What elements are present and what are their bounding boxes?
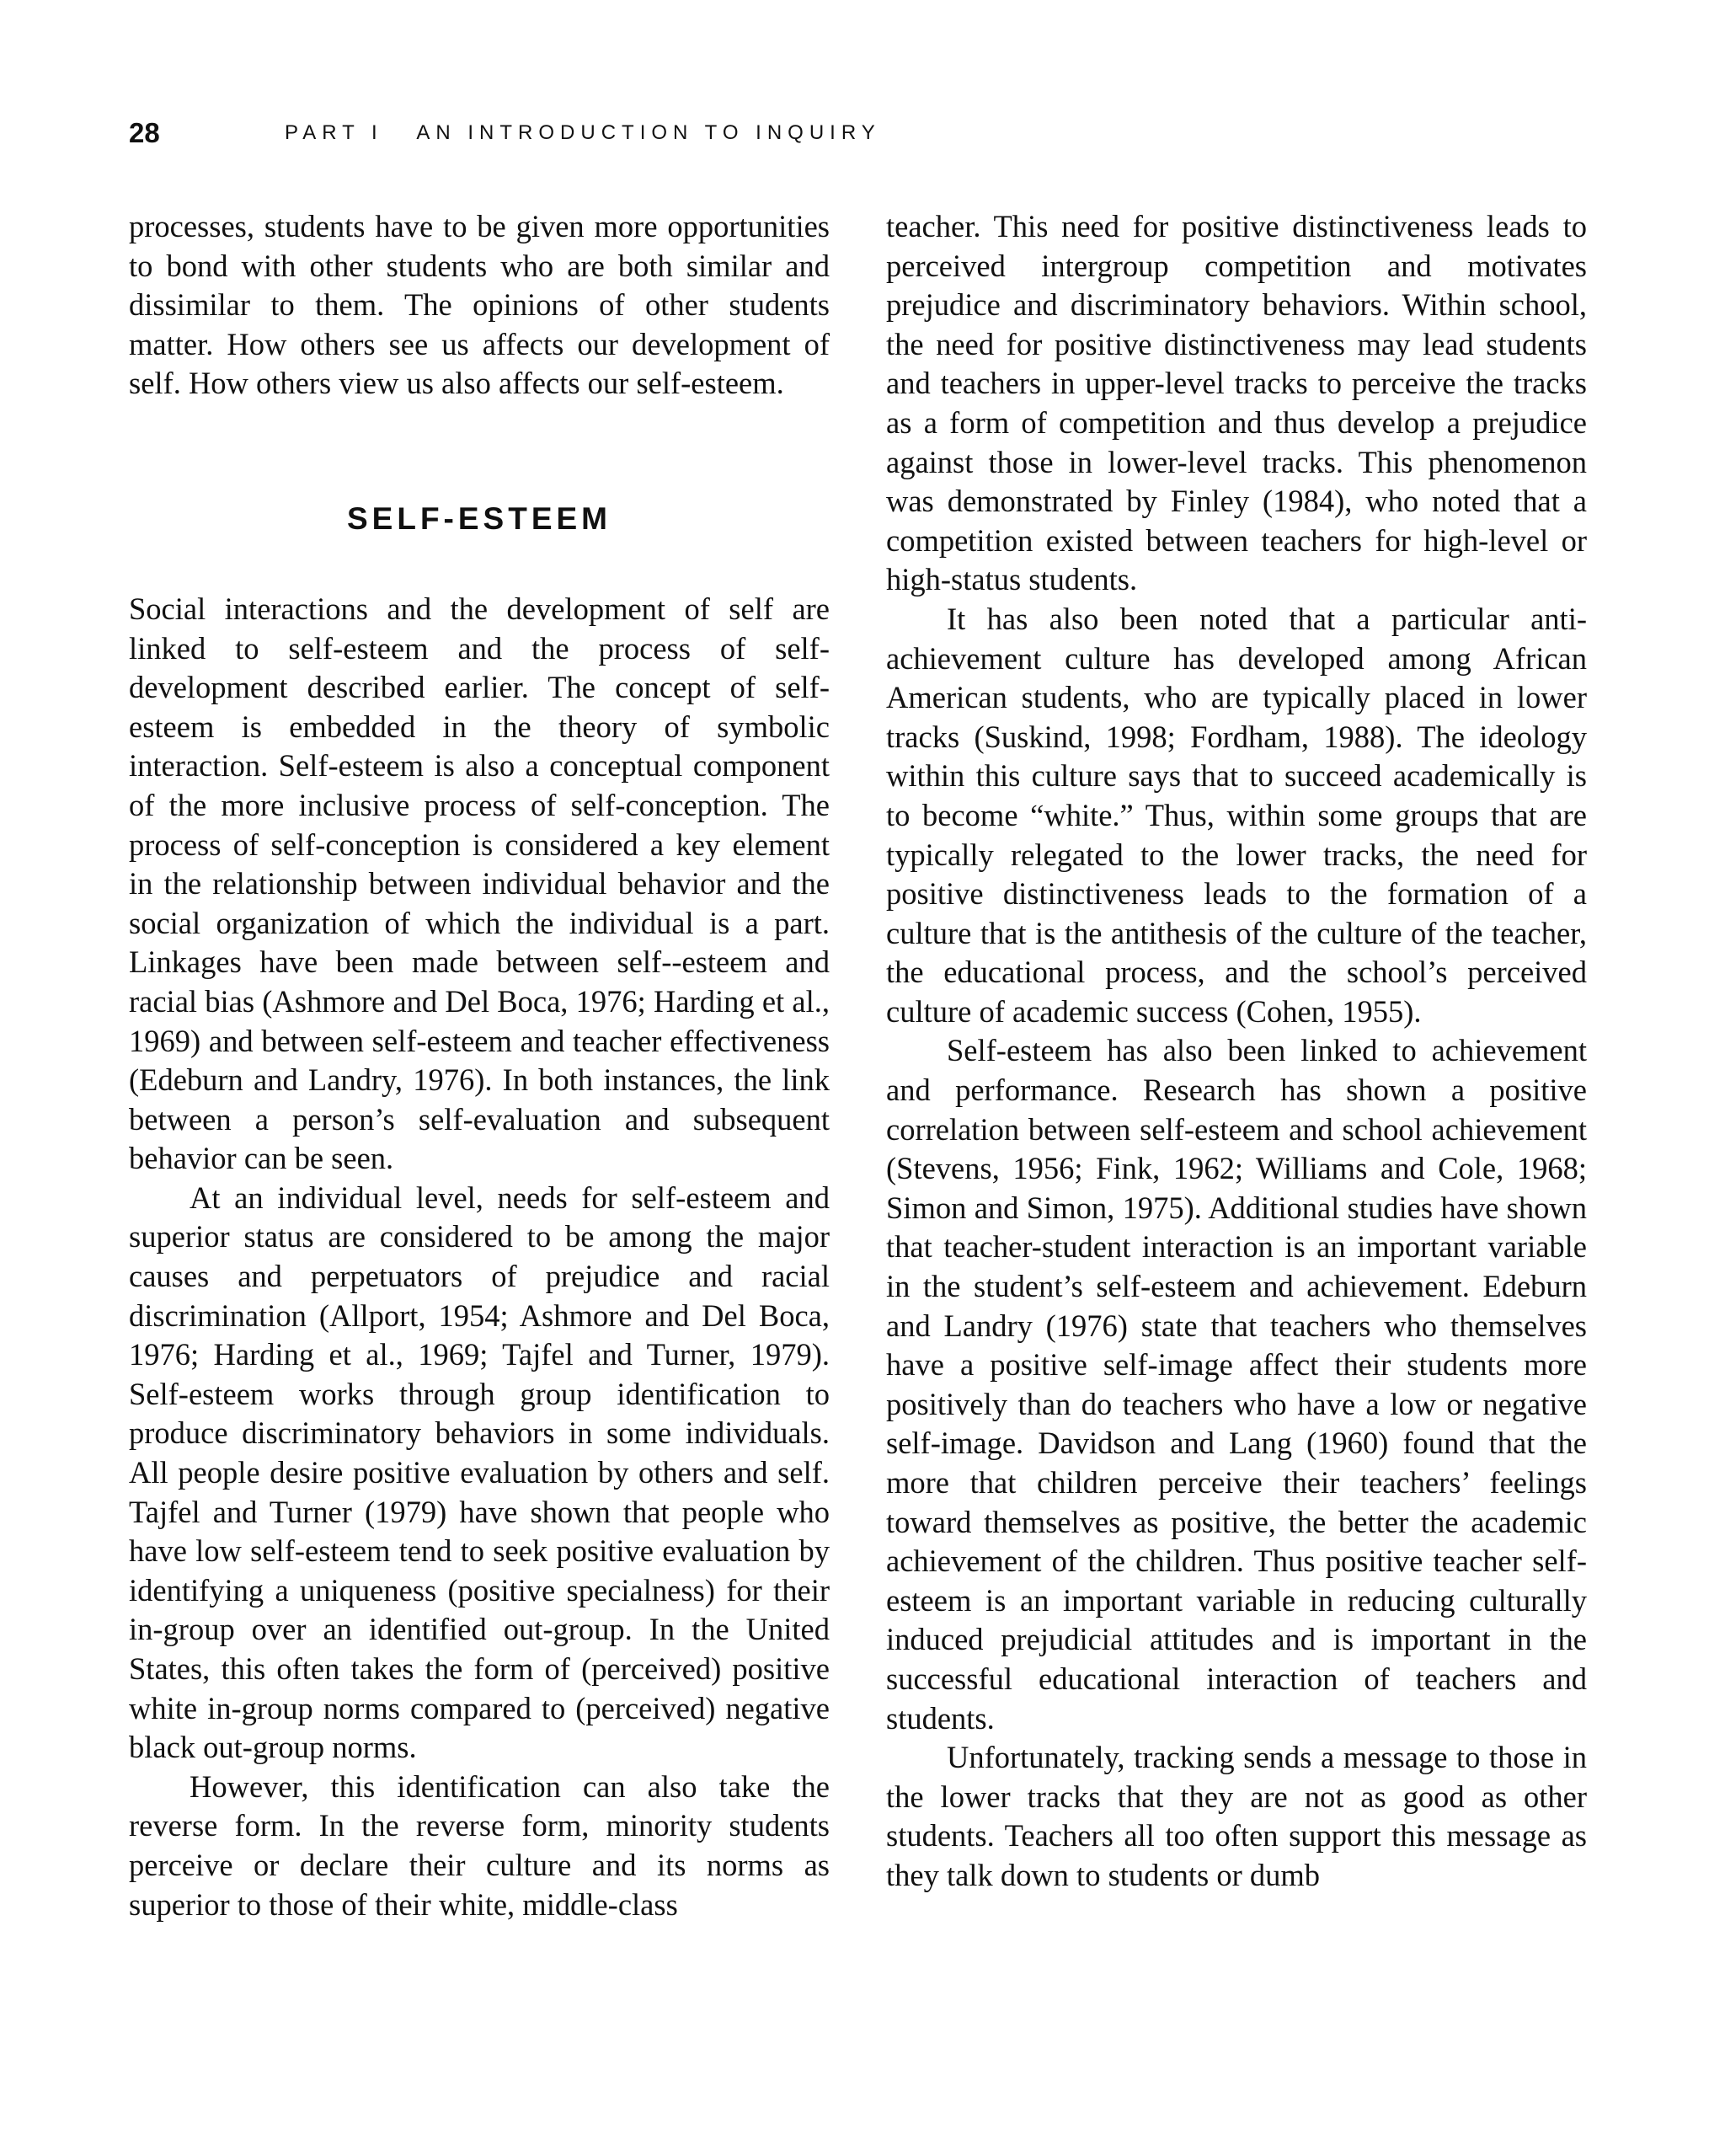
running-head <box>129 115 1596 157</box>
right-column <box>886 207 1587 1896</box>
body-paragraph: At an individual level, needs for self-esteem and superior status are considered to be among the major causes and perpetuators of prejudice and racial discrimination (Allport, 1954; Ashmore and Del Boca, 1976; Harding et al., 1969; Tajfel and Turner, 1979). Self-esteem works through group identification to produce discriminatory behaviors in some individuals. All people desire positive evaluation by others and self. Tajfel and Turner (1979) have shown that people who have low self-esteem tend to seek positive evaluation by identifying a uniqueness (positive specialness) for their in-group over an identified out-group. In the United States, this often takes the form of (perceived) positive white in-group norms compared to (perceived) negative black out-group norms. <box>129 1180 830 1765</box>
body-paragraph: teacher. This need for positive distinctiveness leads to perceived intergroup competition and motivates prejudice and discriminatory behaviors. Within school, the need for positive distinctiveness may lead students and teachers in upper-level tracks to perceive the tracks as a form of competition and thus develop a prejudice against those in lower-level tracks. This phenomenon was demonstrated by Finley (1984), who noted that a competition existed between teachers for high-level or high-status students. <box>886 209 1587 597</box>
body-paragraph: Unfortunately, tracking sends a message to those in the lower tracks that they are not as good as other students. Teachers all too often support this message as they talk down to students or dumb <box>886 1740 1587 1892</box>
running-title: PART I AN INTRODUCTION TO INQUIRY <box>285 121 881 144</box>
body-paragraph: It has also been noted that a particular anti-achievement culture has developed among African American students, who are typically placed in lower tracks (Suskind, 1998; Fordham, 1988). The ideology within this culture says that to succeed academically is to become “white.” Thus, within some groups that are typically relegated to the lower tracks, the need for positive distinctiveness leads to the formation of a culture that is the antithesis of the culture of the teacher, the educational process, and the school’s perceived culture of academic success (Cohen, 1955). <box>886 601 1587 1029</box>
section-heading: SELF-ESTEEM <box>346 500 612 536</box>
body-paragraph: However, this identification can also take the reverse form. In the reverse form, minority students perceive or declare their culture and its norms as superior to those of their white, middle-class <box>129 1768 830 1922</box>
body-paragraph: Social interactions and the development of self are linked to self-esteem and the process of self-development described earlier. The concept of self-esteem is embedded in the theory of symbolic interaction. Self-esteem is also a conceptual component of the more inclusive process of self-conception. The process of self-conception is considered a key element in the relationship between individual behavior and the social organization of which the individual is a part. Linkages have been made between self--esteem and racial bias (Ashmore and Del Boca, 1976; Harding et al., 1969) and between self-esteem and teacher effectiveness (Edeburn and Landry, 1976). In both instances, the link between a person’s self-evaluation and subsequent behavior can be seen. <box>129 591 830 1176</box>
left-column <box>129 207 830 1924</box>
body-paragraph: processes, students have to be given more opportunities to bond with other students who are both similar and dissimilar to them. The opinions of other students matter. How others see us affects our development of self. How others view us also affects our self-esteem. <box>129 209 830 401</box>
body-paragraph: Self-esteem has also been linked to achievement and performance. Research has shown a positive correlation between self-esteem and school achievement (Stevens, 1956; Fink, 1962; Williams and Cole, 1968; Simon and Simon, 1975). Additional studies have shown that teacher-student interaction is an important variable in the student’s self-esteem and achievement. Edeburn and Landry (1976) state that teachers who themselves have a positive self-image affect their students more positively than do teachers who have a low or negative self-image. Davidson and Lang (1960) found that the more that children perceive their teachers’ feelings toward themselves as positive, the better the academic achievement of the children. Thus positive teacher self-esteem is an important variable in reducing culturally induced prejudicial attitudes and is important in the successful educational interaction of teachers and students. <box>886 1033 1587 1736</box>
page-number: 28 <box>129 117 160 148</box>
